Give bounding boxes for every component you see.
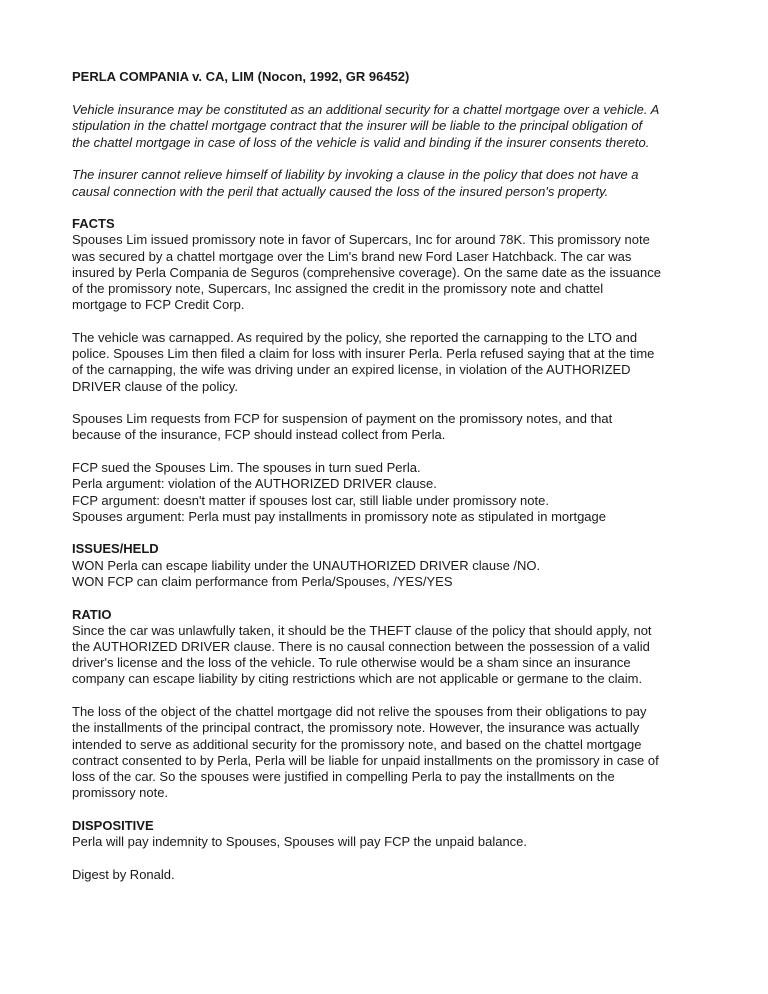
text-line: Since the car was unlawfully taken, it should be the THEFT clause of the policy that should apply, not — [72, 622, 652, 638]
text-line: causal connection with the peril that actually caused the loss of the insured person's property. — [72, 183, 609, 199]
text-line: insured by Perla Compania de Seguros (comprehensive coverage). On the same date as the issuance — [72, 264, 661, 280]
document-page — [72, 69, 712, 883]
lead-paragraph-1 — [72, 102, 712, 151]
text-line: company can escape liability by citing restrictions which are not applicable or germane to the claim. — [72, 671, 643, 687]
text-line: the AUTHORIZED DRIVER clause. There is no causal connection between the possession of a valid — [72, 638, 650, 654]
facts-paragraph-1 — [72, 232, 712, 313]
case-title: PERLA COMPANIA v. CA, LIM (Nocon, 1992, GR 96452) — [72, 69, 410, 84]
text-line: Spouses Lim requests from FCP for suspension of payment on the promissory notes, and that — [72, 411, 613, 427]
text-line: mortgage to FCP Credit Corp. — [72, 297, 245, 313]
text-line: driver's license and the loss of the vehicle. To rule otherwise would be a sham since an insurance — [72, 655, 631, 671]
lead-paragraph-2 — [72, 167, 712, 199]
text-line: promissory note. — [72, 785, 169, 801]
issue-line: WON FCP can claim performance from Perla/Spouses, /YES/YES — [72, 573, 453, 589]
dispositive-heading: DISPOSITIVE — [72, 817, 154, 833]
facts-arguments — [72, 460, 712, 525]
ratio-paragraph-2 — [72, 704, 712, 801]
text-line: Vehicle insurance may be constituted as an additional security for a chattel mortgage over a vehicle. A — [72, 102, 660, 118]
text-line: DRIVER clause of the policy. — [72, 378, 238, 394]
text-line: of the carnapping, the wife was driving under an expired license, in violation of the AUTHORIZED — [72, 362, 631, 378]
text-line: because of the insurance, FCP should instead collect from Perla. — [72, 427, 446, 443]
text-line: intended to serve as additional security for the promissory note, and based on the chattel mortgage — [72, 736, 642, 752]
facts-paragraph-2 — [72, 330, 712, 395]
issue-line: WON Perla can escape liability under the UNAUTHORIZED DRIVER clause /NO. — [72, 557, 541, 573]
text-line: FCP sued the Spouses Lim. The spouses in turn sued Perla. — [72, 460, 421, 476]
text-line: The vehicle was carnapped. As required by the policy, she reported the carnapping to the LTO and — [72, 329, 638, 345]
dispositive-section — [72, 818, 712, 850]
text-line: The loss of the object of the chattel mortgage did not relive the spouses from their obligations to pay — [72, 704, 647, 720]
text-line: was secured by a chattel mortgage over the Lim's brand new Ford Laser Hatchback. The car was — [72, 248, 632, 264]
text-line: Spouses argument: Perla must pay installments in promissory note as stipulated in mortgage — [72, 508, 606, 524]
text-line: Spouses Lim issued promissory note in favor of Supercars, Inc for around 78K. This promissory note — [72, 232, 650, 248]
ratio-paragraph-1 — [72, 623, 712, 688]
text-line: Perla argument: violation of the AUTHORIZED DRIVER clause. — [72, 476, 437, 492]
text-line: FCP argument: doesn't matter if spouses lost car, still liable under promissory note. — [72, 492, 549, 508]
ratio-heading: RATIO — [72, 606, 112, 622]
digest-signoff: Digest by Ronald. — [72, 866, 175, 882]
dispositive-text: Perla will pay indemnity to Spouses, Spouses will pay FCP the unpaid balance. — [72, 834, 528, 850]
facts-paragraph-3 — [72, 411, 712, 443]
text-line: contract consented to by Perla, Perla will be liable for unpaid installments on the promissory in case of — [72, 752, 659, 768]
text-line: The insurer cannot relieve himself of liability by invoking a clause in the policy that does not have a — [72, 167, 639, 183]
text-line: stipulation in the chattel mortgage contract that the insurer will be liable to the principal obligation of — [72, 118, 643, 134]
facts-heading: FACTS — [72, 216, 115, 232]
text-line: of the promissory note, Supercars, Inc assigned the credit in the promissory note and chattel — [72, 281, 604, 297]
issues-heading: ISSUES/HELD — [72, 541, 159, 557]
text-line: loss of the car. So the spouses were justified in compelling Perla to pay the installments on the — [72, 768, 615, 784]
text-line: police. Spouses Lim then filed a claim for loss with insurer Perla. Perla refused saying that at the time — [72, 346, 655, 362]
text-line: the chattel mortgage in case of loss of the vehicle is valid and binding if the insurer consents thereto. — [72, 134, 650, 150]
issues-section — [72, 541, 712, 590]
facts-section — [72, 216, 712, 525]
ratio-section — [72, 607, 712, 802]
text-line: the installments of the principal contract, the promissory note. However, the insurance was actually — [72, 720, 640, 736]
